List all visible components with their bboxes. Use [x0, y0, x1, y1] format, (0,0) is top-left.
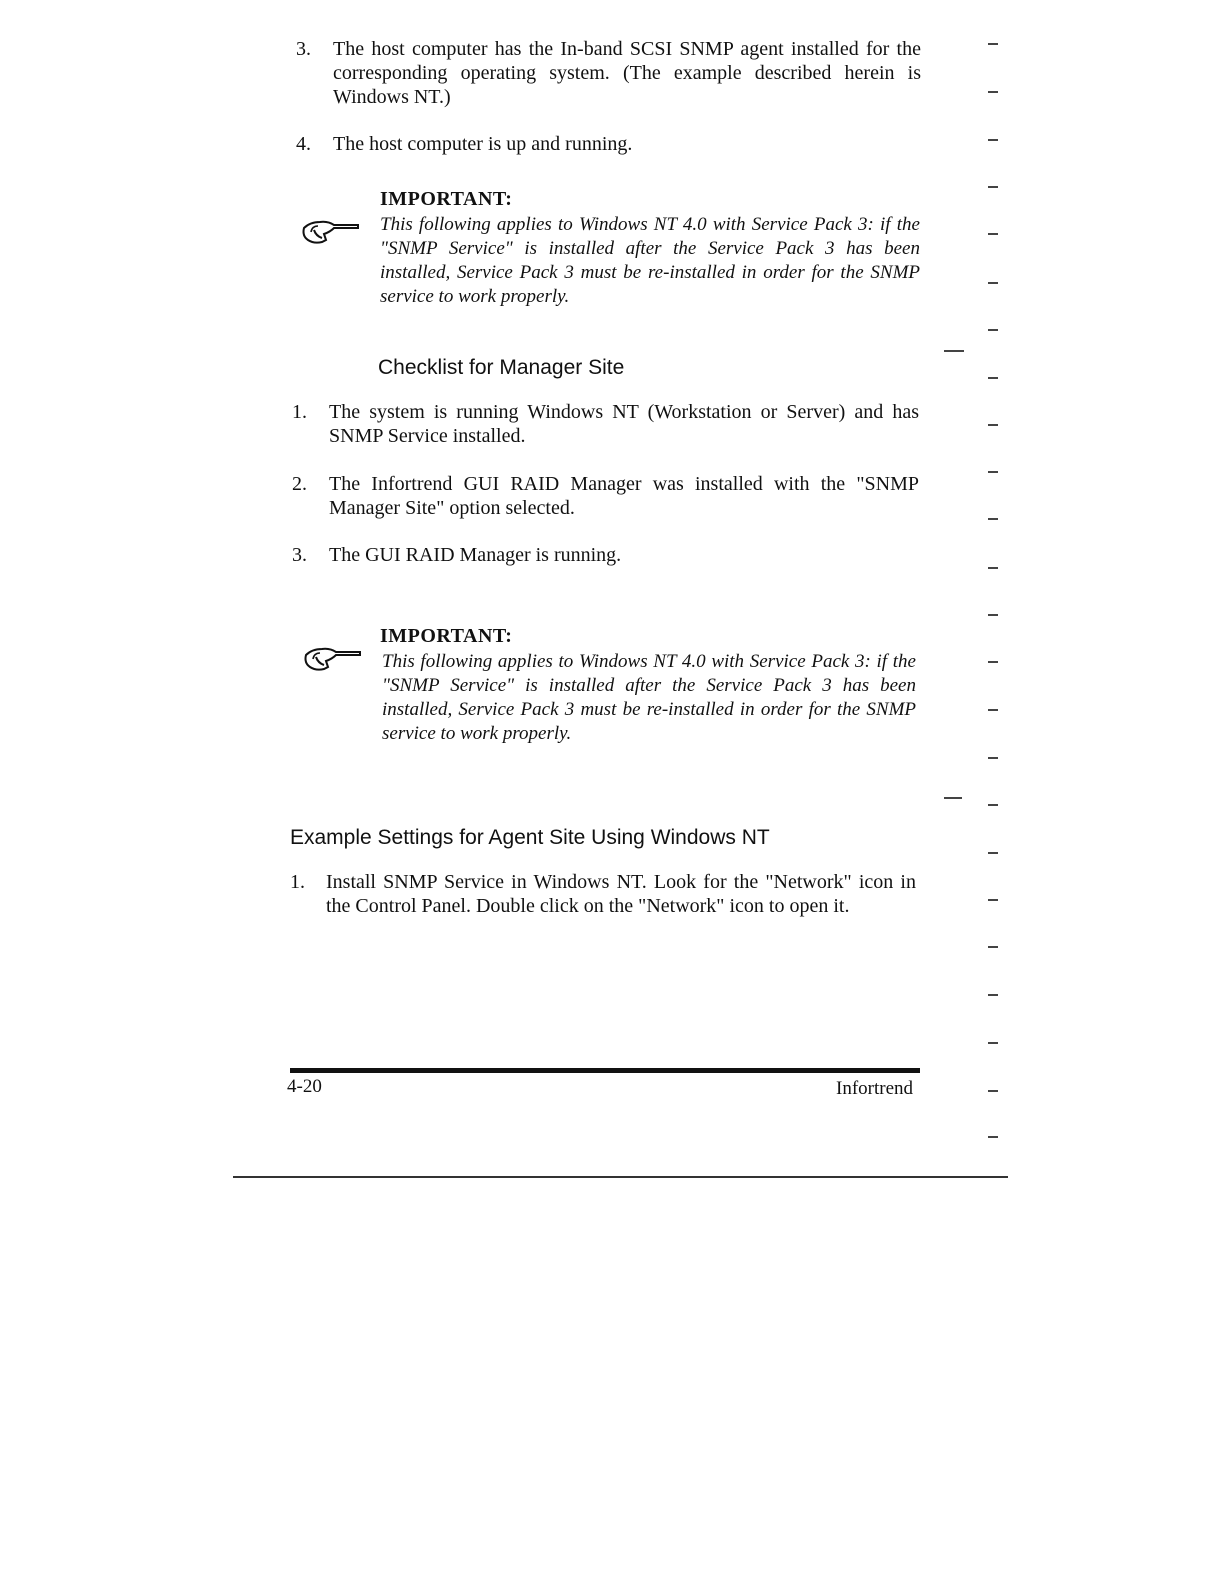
section-heading: Checklist for Manager Site [378, 356, 625, 379]
margin-tick [988, 329, 998, 331]
margin-tick [988, 233, 998, 235]
margin-tick [988, 186, 998, 188]
margin-tick [988, 139, 998, 141]
list-item-number: 4. [296, 133, 311, 155]
margin-tick [988, 518, 998, 520]
page-edge-line [233, 1176, 1008, 1178]
important-note [300, 625, 930, 755]
pointing-hand-icon [300, 218, 362, 246]
margin-tick [988, 1090, 998, 1092]
list-item-number: 2. [292, 473, 307, 495]
margin-tick [988, 757, 998, 759]
list-item [290, 870, 920, 942]
list-item-text: Install SNMP Service in Windows NT. Look for the "Network" icon in the Control Panel. Double click on the "Network" icon to open it. [326, 871, 916, 917]
pointing-hand-icon [302, 645, 364, 673]
list-item-text: The system is running Windows NT (Workstation or Server) and has SNMP Service installed. [329, 401, 919, 447]
important-text: This following applies to Windows NT 4.0 with Service Pack 3: if the "SNMP Service" is installed after the Service Pack 3 has been installed, Service Pack 3 must be re-installed in order for the SNMP service to work properly. [380, 214, 920, 307]
list-item-number: 3. [296, 38, 311, 60]
footer-rule [290, 1068, 920, 1073]
list-item [292, 400, 922, 448]
list-item-number: 1. [292, 401, 307, 423]
list-item [296, 132, 926, 156]
list-item [296, 37, 926, 109]
margin-tick [944, 350, 964, 352]
important-heading: IMPORTANT: [380, 625, 513, 647]
margin-tick [988, 91, 998, 93]
margin-tick [988, 899, 998, 901]
margin-tick [988, 852, 998, 854]
list-item [292, 472, 922, 520]
list-item-number: 1. [290, 871, 305, 893]
list-item-text: The Infortrend GUI RAID Manager was installed with the "SNMP Manager Site" option selected. [329, 473, 919, 519]
margin-tick [988, 282, 998, 284]
margin-tick [988, 567, 998, 569]
margin-tick [988, 709, 998, 711]
footer-brand: Infortrend [836, 1078, 914, 1099]
important-note [296, 188, 926, 318]
margin-tick [988, 994, 998, 996]
important-heading: IMPORTANT: [380, 188, 513, 210]
page-number: 4-20 [287, 1076, 322, 1097]
margin-tick [988, 804, 998, 806]
important-text: This following applies to Windows NT 4.0 with Service Pack 3: if the "SNMP Service" is installed after the Service Pack 3 has been installed, Service Pack 3 must be re-installed in order for the SNMP service to work properly. [382, 651, 916, 744]
margin-tick [988, 43, 998, 45]
margin-tick [988, 1136, 998, 1138]
margin-tick [988, 377, 998, 379]
margin-tick [988, 661, 998, 663]
list-item-number: 3. [292, 544, 307, 566]
margin-tick [988, 1042, 998, 1044]
margin-tick [944, 797, 962, 799]
margin-tick [988, 424, 998, 426]
list-item-text: The GUI RAID Manager is running. [329, 544, 622, 566]
list-item-text: The host computer is up and running. [333, 133, 633, 155]
margin-tick [988, 614, 998, 616]
list-item [292, 543, 922, 567]
list-item-text: The host computer has the In-band SCSI SNMP agent installed for the corresponding operating system. (The example described herein is Windows NT.) [333, 38, 921, 108]
margin-tick [988, 471, 998, 473]
margin-tick [988, 946, 998, 948]
section-heading: Example Settings for Agent Site Using Windows NT [290, 826, 770, 849]
